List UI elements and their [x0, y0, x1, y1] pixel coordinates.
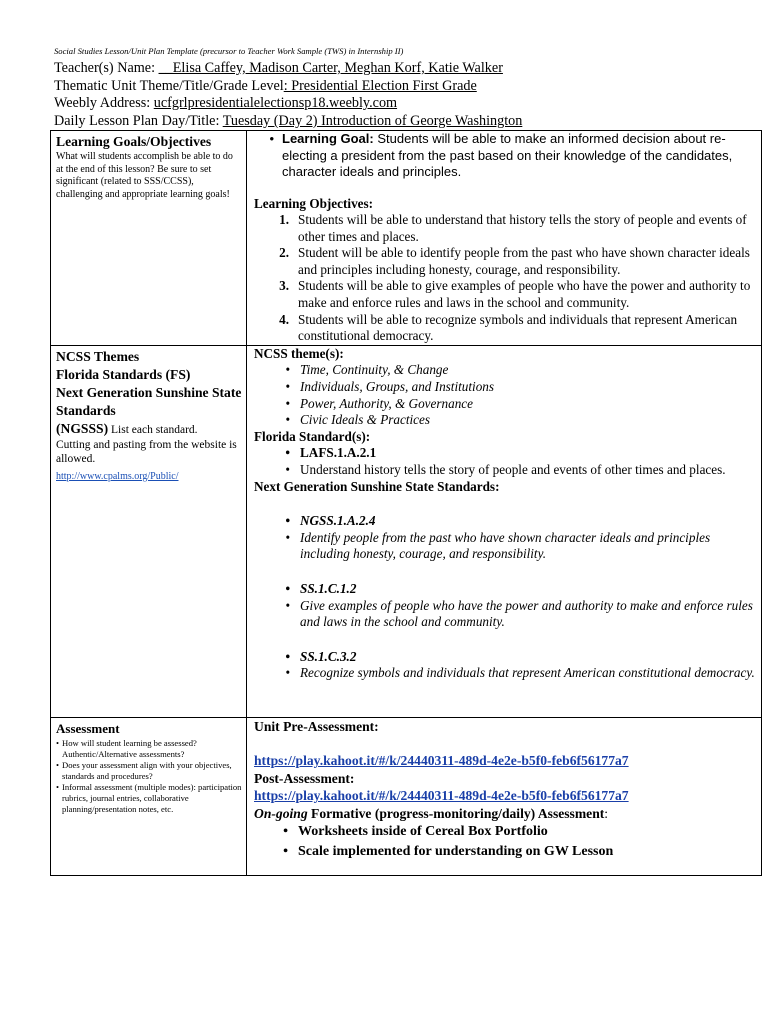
ongoing-item: • Worksheets inside of Cereal Box Portfolio: [254, 822, 755, 842]
goal-bullet: •: [269, 131, 274, 146]
weebly-line: [54, 95, 397, 112]
goal-text: Students will be able to make an informed decision about re-electing a president from the past based on their knowledge of the candidates, character ideals and principles.: [282, 131, 733, 179]
ngsss-heading: Next Generation Sunshine State Standards:: [254, 478, 500, 494]
objective-text: Student will be able to identify people from the past who have shown character ideals and principles including honesty, courage, and responsibility.: [298, 245, 750, 277]
goal-label: Learning Goal:: [282, 131, 374, 146]
standards-row: [51, 345, 762, 717]
teacher-line: [54, 60, 503, 77]
theme-value: : Presidential Election First Grade: [283, 78, 477, 94]
objective-item: [254, 212, 755, 245]
assessment-hint-text: How will student learning be assessed? Authentic/Alternative assessments?: [62, 737, 197, 759]
objective-number: 2.: [279, 245, 289, 261]
ncss-themes-label: NCSS Themes: [56, 348, 140, 364]
assessment-row: [51, 717, 762, 875]
daily-value: Tuesday (Day 2) Introduction of George Washington: [222, 113, 523, 129]
teacher-value: __Elisa Caffey, Madison Carter, Meghan Korf, Katie Walker: [158, 60, 503, 76]
goals-right-cell: [247, 131, 762, 346]
objective-item: [254, 278, 755, 311]
cpalms-link[interactable]: http://www.cpalms.org/Public/: [56, 470, 179, 482]
florida-standards-label: Florida Standards (FS): [56, 366, 191, 382]
assessment-left-cell: [51, 717, 247, 875]
objective-number: 3.: [279, 278, 289, 294]
lesson-plan-table: [50, 130, 762, 876]
ngsss-code-item: • SS.1.C.1.2: [254, 581, 755, 598]
objectives-list: [254, 212, 755, 345]
goals-row: [51, 131, 762, 346]
standards-desc: List each standard.: [108, 423, 198, 436]
ncss-theme-text: Time, Continuity, & Change: [300, 362, 449, 378]
assessment-hint-text: Does your assessment align with your objectives, standards and procedures?: [62, 759, 232, 781]
ongoing-colon: :: [604, 805, 609, 821]
objectives-heading: Learning Objectives:: [254, 195, 374, 211]
ongoing-item: • Scale implemented for understanding on GW Lesson: [254, 842, 755, 862]
ngsss-label: Next Generation Sunshine State Standards: [56, 384, 242, 418]
template-title: Social Studies Lesson/Unit Plan Template (precursor to Teacher Work Sample (TWS) in Internship II): [54, 46, 404, 56]
ncss-theme-text: Civic Ideals & Practices: [300, 412, 431, 428]
ngsss-text: Give examples of people who have the power and authority to make and enforce rules and laws in the school and community.: [300, 597, 753, 630]
goals-left-cell: [51, 131, 247, 346]
theme-line: [54, 78, 477, 95]
ncss-theme-item: • Individuals, Groups, and Institutions: [254, 379, 755, 396]
florida-text-item: • Understand history tells the story of people and events of other times and places.: [254, 462, 755, 479]
objective-text: Students will be able to understand that history tells the story of people and events of other times and places.: [298, 212, 747, 244]
weebly-label: Weebly Address:: [54, 95, 154, 111]
ncss-theme-item: • Civic Ideals & Practices: [254, 412, 755, 429]
post-assessment-heading: Post-Assessment:: [254, 770, 355, 786]
ongoing-item-text: Scale implemented for understanding on GW Lesson: [298, 844, 614, 860]
standards-desc-2: Cutting and pasting from the website is allowed.: [56, 438, 237, 465]
objective-text: Students will be able to give examples of people who have the power and authority to make and enforce rules and laws in the school and community.: [298, 278, 751, 311]
ncss-heading: NCSS theme(s):: [254, 345, 344, 361]
assessment-right-cell: [247, 717, 762, 875]
daily-line: [54, 113, 522, 130]
pre-assessment-link[interactable]: https://play.kahoot.it/#/k/24440311-489d-4e2e-b5f0-feb6f56177a7: [254, 753, 629, 769]
weebly-value[interactable]: ucfgrlpresidentialelectionsp18.weebly.com: [153, 95, 398, 111]
standards-right-cell: [247, 345, 762, 717]
ngsss-text-item: • Give examples of people who have the power and authority to make and enforce rules and laws in the school and community.: [254, 598, 755, 631]
pre-assessment-heading: Unit Pre-Assessment:: [254, 718, 379, 734]
assessment-hint-text: Informal assessment (multiple modes): participation rubrics, journal entries, collaborative planning/presentation notes, etc.: [62, 781, 242, 814]
objective-item: [254, 312, 755, 345]
ngsss-abbrev: (NGSSS): [56, 420, 109, 436]
objective-number: 1.: [279, 212, 289, 228]
assessment-hint: • Does your assessment align with your objectives, standards and procedures?: [56, 760, 242, 782]
ongoing-item-text: Worksheets inside of Cereal Box Portfolio: [298, 824, 548, 840]
teacher-label: Teacher(s) Name:: [54, 60, 159, 76]
assessment-hint: • Informal assessment (multiple modes): participation rubrics, journal entries, collaborative planning/presentation notes, etc.: [56, 781, 242, 814]
assessment-hint: • How will student learning be assessed? Authentic/Alternative assessments?: [56, 738, 242, 760]
ongoing-label: Formative (progress-monitoring/daily) Assessment: [307, 805, 605, 821]
ngsss-code-item: • SS.1.C.3.2: [254, 649, 755, 666]
florida-heading: Florida Standard(s):: [254, 428, 371, 444]
ngsss-text: Identify people from the past who have shown character ideals and principles including honesty, courage, and responsibility.: [300, 529, 711, 562]
goals-description: What will students accomplish be able to do at the end of this lesson? Be sure to set significant (related to SSS/CCSS), challenging and appropriate learning goals!: [56, 151, 233, 200]
ngsss-text-item: • Recognize symbols and individuals that represent American constitutional democracy.: [285, 665, 755, 681]
goal-item: [254, 131, 755, 181]
ngsss-code-item: • NGSS.1.A.2.4: [254, 513, 755, 530]
ncss-theme-item: • Time, Continuity, & Change: [254, 362, 755, 379]
ncss-theme-item: • Power, Authority, & Governance: [254, 396, 755, 413]
objective-text: Students will be able to recognize symbols and individuals that represent American constitutional democracy.: [298, 311, 738, 344]
florida-code: LAFS.1.A.2.1: [300, 445, 377, 461]
ongoing-assessment-line: [254, 805, 755, 823]
daily-label: Daily Lesson Plan Day/Title:: [54, 113, 223, 129]
ongoing-italic: On-going: [254, 805, 308, 821]
post-assessment-link[interactable]: https://play.kahoot.it/#/k/24440311-489d-4e2e-b5f0-feb6f56177a7: [254, 788, 629, 804]
ncss-theme-text: Individuals, Groups, and Institutions: [300, 379, 495, 395]
objective-number: 4.: [279, 311, 289, 327]
objective-item: [254, 245, 755, 278]
florida-code-item: • LAFS.1.A.2.1: [254, 445, 755, 462]
theme-label: Thematic Unit Theme/Title/Grade Level: [54, 78, 284, 94]
ngsss-text-item: • Identify people from the past who have shown character ideals and principles including honesty, courage, and responsibility.: [254, 530, 755, 563]
ngsss-code: NGSS.1.A.2.4: [300, 513, 376, 529]
assessment-heading: Assessment: [56, 720, 120, 736]
ncss-theme-text: Power, Authority, & Governance: [300, 395, 473, 411]
goals-heading: Learning Goals/Objectives: [56, 134, 212, 149]
florida-text: Understand history tells the story of people and events of other times and places.: [300, 462, 726, 477]
ngsss-code: SS.1.C.3.2: [300, 648, 357, 664]
ngsss-code: SS.1.C.1.2: [300, 580, 357, 596]
ngsss-text: Recognize symbols and individuals that represent American constitutional democracy.: [300, 665, 755, 681]
standards-left-cell: [51, 345, 247, 717]
